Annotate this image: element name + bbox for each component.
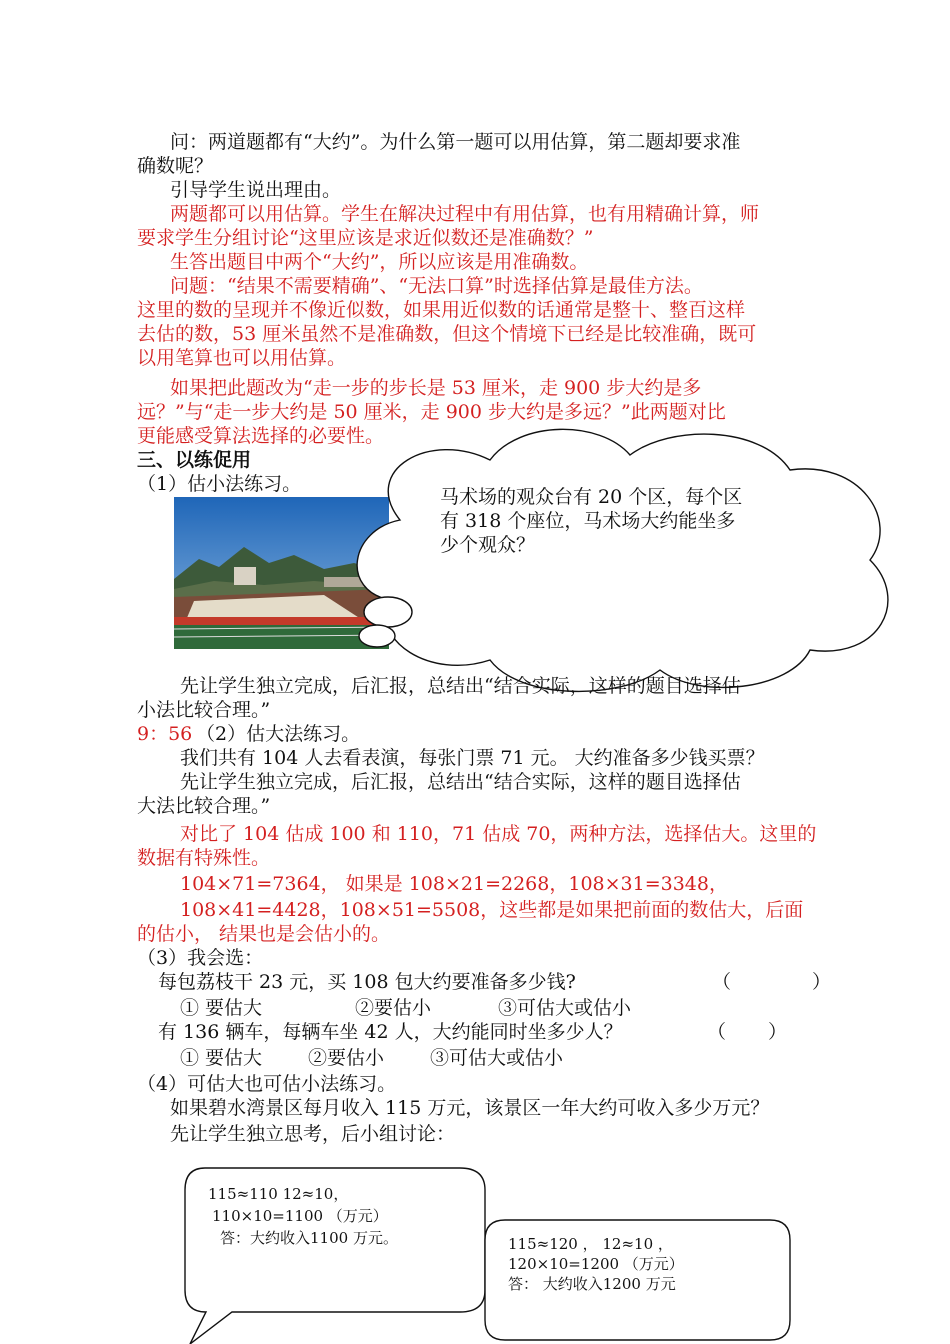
choice-2-option-2: ②要估小 <box>308 1047 385 1069</box>
left-bubble-line-1: 115≈110 12≈10， <box>208 1185 349 1203</box>
red-note-2: 生答出题目中两个“大约”，所以应该是用准确数。 <box>170 251 589 273</box>
summary-1-line-2: 小法比较合理。” <box>137 699 271 721</box>
red-note-3-line-1: 问题：“结果不需要精确”、“无法口算”时选择估算是最佳方法。 <box>170 275 703 297</box>
red-note-4-line-3: 更能感受算法选择的必要性。 <box>137 425 385 447</box>
choice-2-question: 有 136 辆车，每辆车坐 42 人，大约能同时坐多少人？ <box>158 1021 623 1043</box>
question-4-guide: 先让学生独立思考，后小组讨论： <box>170 1123 456 1145</box>
red-note-6: 104×71=7364， 如果是 108×21=2268，108×31=3348， <box>180 873 728 895</box>
red-note-1-line-2: 要求学生分组讨论“这里应该是求近似数还是准确数？” <box>137 227 594 249</box>
question-4: 如果碧水湾景区每月收入 115 万元，该景区一年大约可收入多少万元？ <box>170 1097 770 1119</box>
red-note-4-line-2: 远？”与“走一步大约是 50 厘米，走 900 步大约是多远？”此两题对比 <box>137 401 726 423</box>
red-note-3-line-2: 这里的数的呈现并不像近似数，如果用近似数的话通常是整十、整百这样 <box>137 299 746 321</box>
right-bubble-line-3: 答： 大约收入1200 万元 <box>508 1275 676 1293</box>
red-note-7-line-2: 的估小， 结果也是会估小的。 <box>137 923 391 945</box>
sub-heading-2: （2）估大法练习。 <box>196 723 361 745</box>
choice-1-answer-close: ） <box>812 971 832 993</box>
red-note-4-line-1: 如果把此题改为“走一步的步长是 53 厘米，走 900 步大约是多 <box>170 377 702 399</box>
left-bubble-line-2: 110×10=1100 （万元） <box>212 1207 388 1225</box>
choice-1-option-3: ③可估大或估小 <box>498 997 632 1019</box>
question-2: 我们共有 104 人去看表演，每张门票 71 元。 大约准备多少钱买票？ <box>180 747 765 769</box>
summary-1-line-1: 先让学生独立完成，后汇报，总结出“结合实际，这样的题目选择估 <box>180 675 741 697</box>
choice-2-option-3: ③可估大或估小 <box>430 1047 564 1069</box>
choice-2-answer-close: ） <box>768 1021 788 1043</box>
sub-heading-4: （4）可估大也可估小法练习。 <box>137 1073 397 1095</box>
choice-2-answer-open: （ <box>707 1021 727 1043</box>
choice-2-option-1: ① 要估大 <box>180 1047 263 1069</box>
choice-1-option-2: ②要估小 <box>355 997 432 1019</box>
red-note-3-line-4: 以用笔算也可以用估算。 <box>137 347 347 369</box>
left-bubble-line-3: 答：大约收入1100 万元。 <box>220 1229 398 1247</box>
choice-1-answer-open: （ <box>712 971 732 993</box>
sub-heading-1: （1）估小法练习。 <box>137 473 302 495</box>
red-note-5-line-2: 数据有特殊性。 <box>137 847 271 869</box>
red-note-3-line-3: 去估的数，53 厘米虽然不是准确数，但这个情境下已经是比较准确，既可 <box>137 323 757 345</box>
cloud-text-line-1: 马术场的观众台有 20 个区，每个区 <box>440 486 743 508</box>
choice-1-question: 每包荔枝干 23 元，买 108 包大约要准备多少钱? <box>158 971 576 993</box>
red-note-5-line-1: 对比了 104 估成 100 和 110，71 估成 70，两种方法，选择估大。这里的 <box>180 823 817 845</box>
timestamp: 9：56 <box>137 723 193 745</box>
guide-text: 引导学生说出理由。 <box>170 179 342 201</box>
summary-2-line-1: 先让学生独立完成，后汇报，总结出“结合实际，这样的题目选择估 <box>180 771 741 793</box>
red-note-7-line-1: 108×41=4428，108×51=5508，这些都是如果把前面的数估大，后面 <box>180 899 804 921</box>
choice-1-option-1: ① 要估大 <box>180 997 263 1019</box>
section-heading: 三、以练促用 <box>137 449 252 471</box>
sub-heading-3: （3）我会选： <box>137 947 264 969</box>
question-line-2: 确数呢？ <box>137 155 214 177</box>
cloud-text-line-2: 有 318 个座位，马术场大约能坐多 <box>440 510 736 532</box>
question-line-1: 问：两道题都有“大约”。为什么第一题可以用估算，第二题却要求准 <box>170 131 741 153</box>
right-bubble-line-1: 115≈120 ， 12≈10 ， <box>508 1235 673 1253</box>
summary-2-line-2: 大法比较合理。” <box>137 795 271 817</box>
right-bubble-line-2: 120×10=1200 （万元） <box>508 1255 684 1273</box>
cloud-text-line-3: 少个观众？ <box>440 534 536 556</box>
red-note-1-line-1: 两题都可以用估算。学生在解决过程中有用估算，也有用精确计算，师 <box>170 203 760 225</box>
